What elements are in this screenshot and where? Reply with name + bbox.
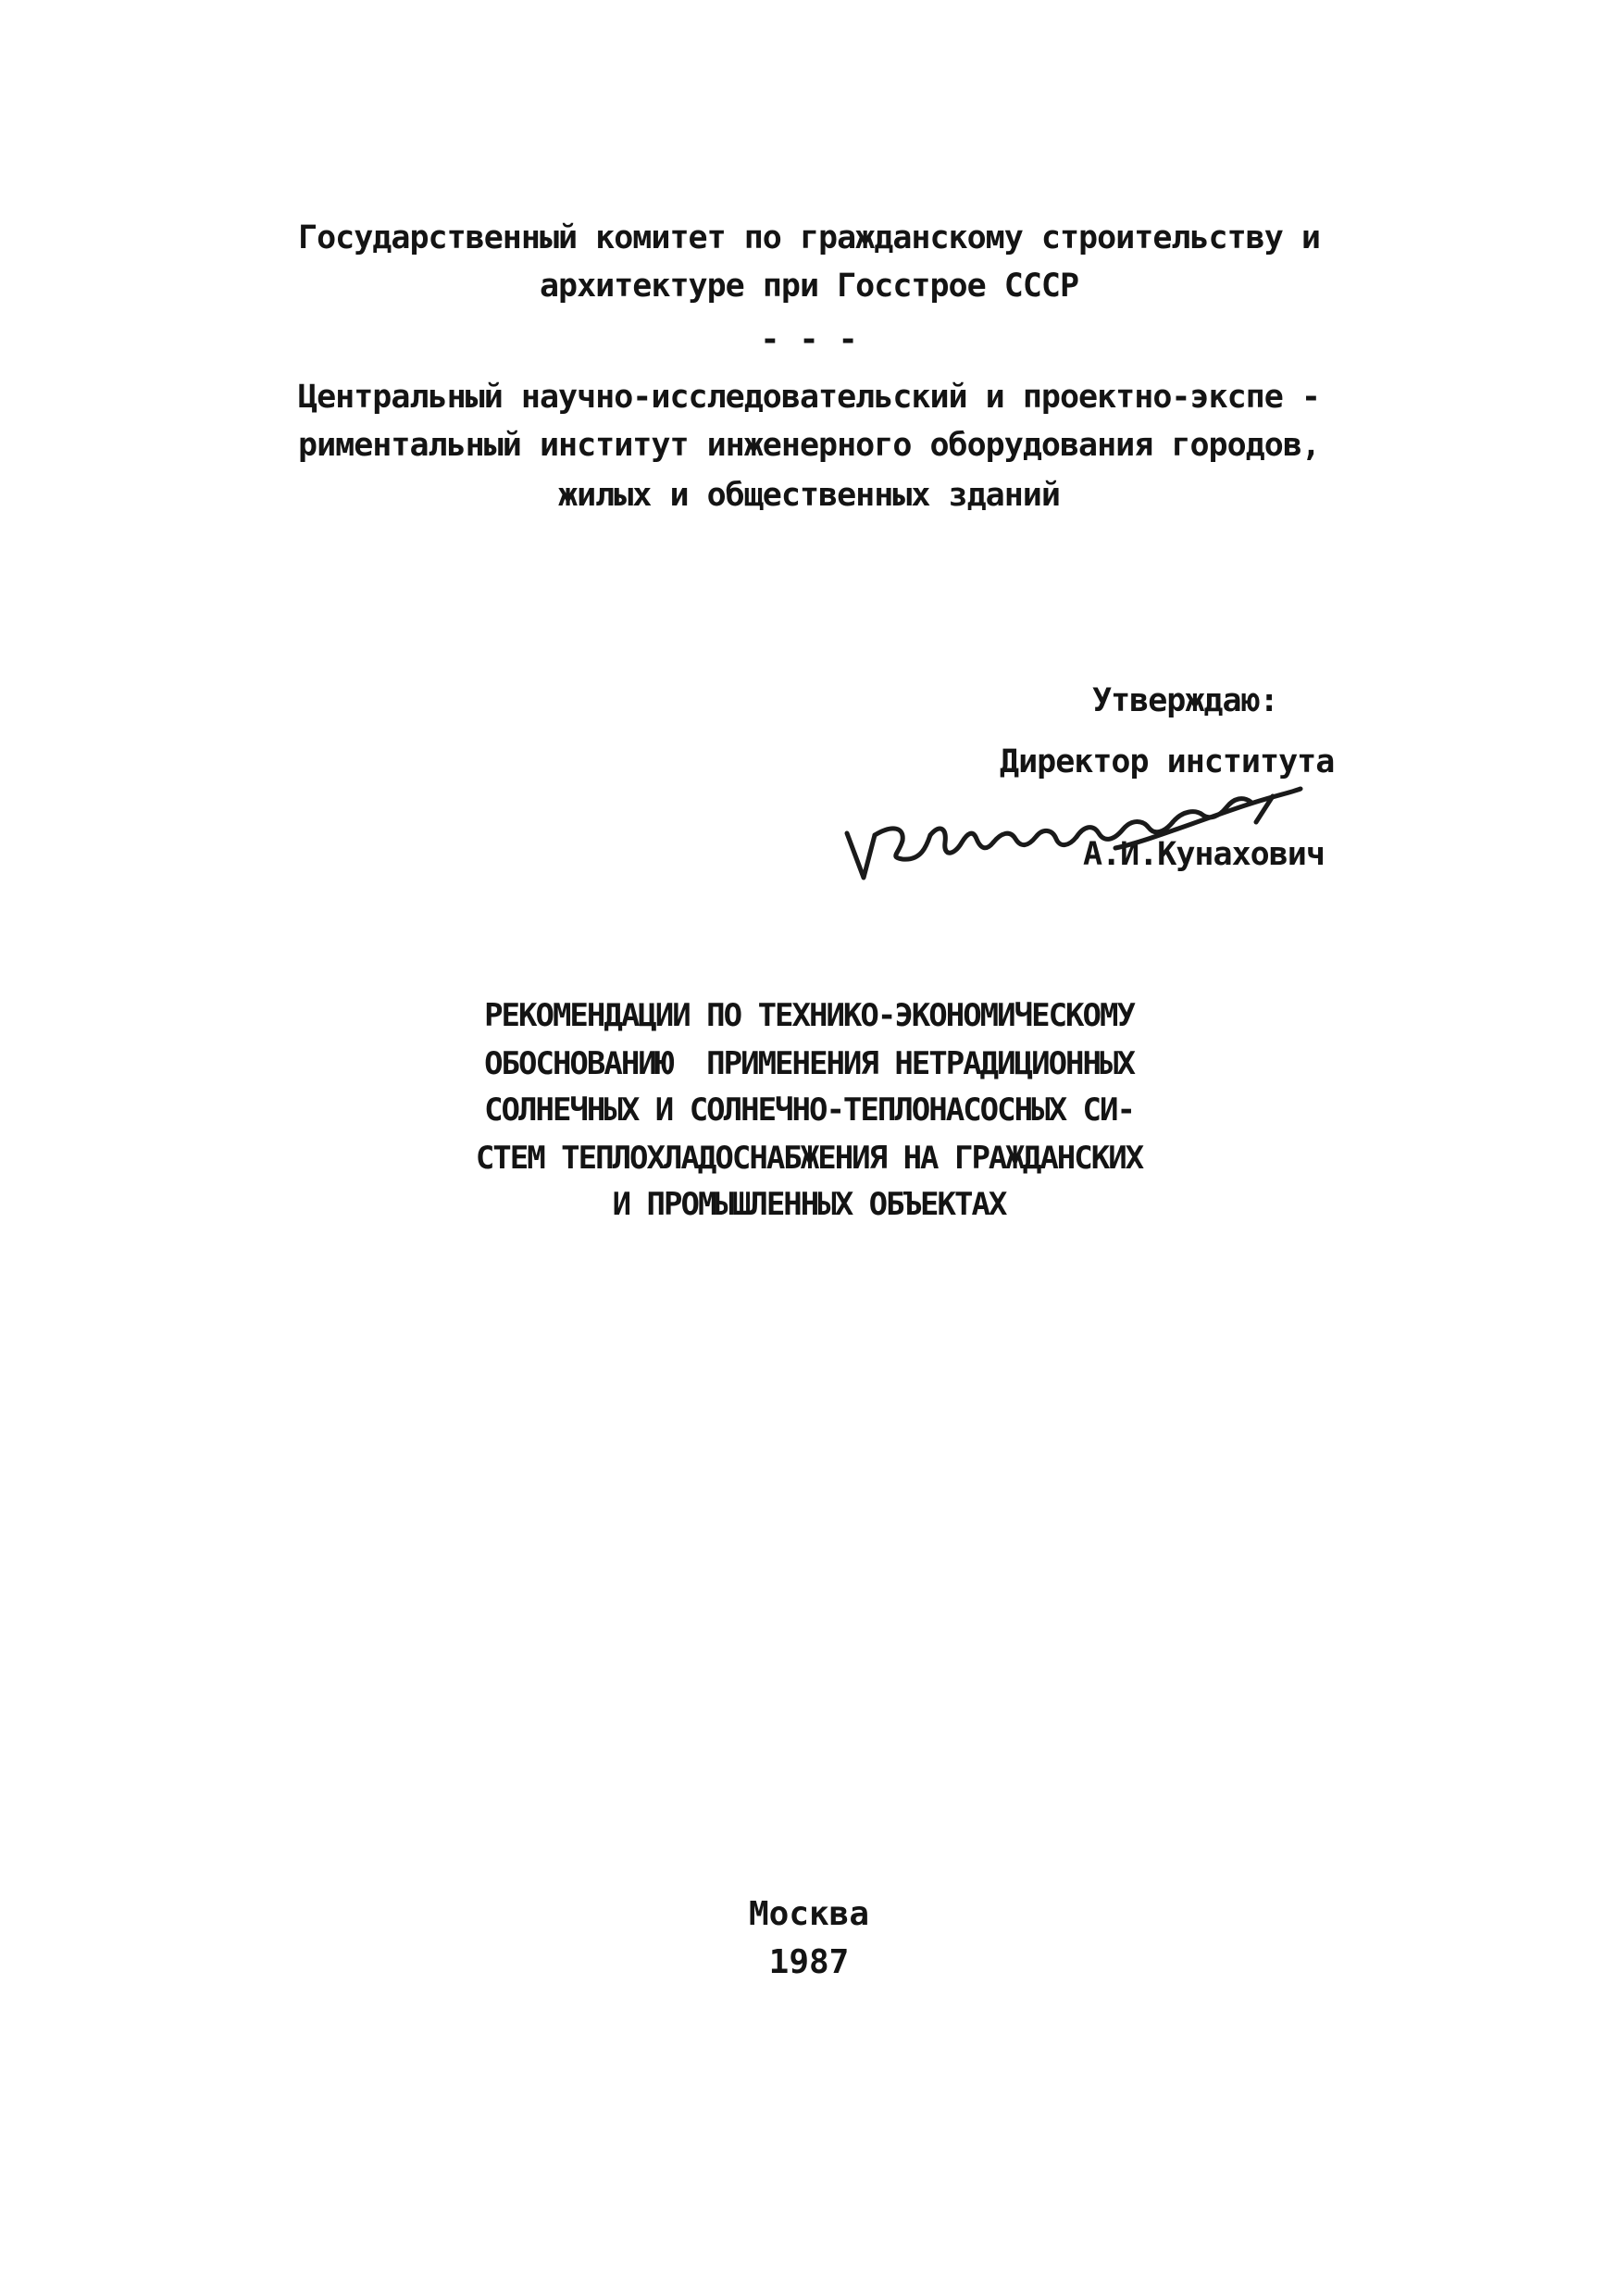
institute-line-3: жилых и общественных зданий [558,477,1060,514]
publication-year: 1987 [768,1943,850,1981]
institute-line-1: Центральный научно-исследовательский и проектно-экспе - [298,379,1320,416]
institute-line-2: риментальный институт инженерного оборудования городов, [298,427,1320,464]
approval-position: Директор института [1000,743,1335,780]
ministry-line-2: архитектуре при Госстрое СССР [539,268,1079,305]
ministry-line-1: Государственный комитет по гражданскому строительству и [298,219,1320,256]
title-line-5: И ПРОМЫШЛЕННЫХ ОБЪЕКТАХ [612,1186,1006,1223]
handwritten-signature [838,768,1310,898]
publication-city: Москва [748,1895,870,1933]
title-line-4: СТЕМ ТЕПЛОХЛАДОСНАБЖЕНИЯ НА ГРАЖДАНСКИХ [475,1140,1143,1177]
title-line-1: РЕКОМЕНДАЦИИ ПО ТЕХНИКО-ЭКОНОМИЧЕСКОМУ [484,997,1134,1034]
approval-name: А.И.Кунахович [1083,836,1325,873]
title-line-2: ОБОСНОВАНИЮ ПРИМЕНЕНИЯ НЕТРАДИЦИОННЫХ [484,1045,1134,1082]
title-line-3: СОЛНЕЧНЫХ И СОЛНЕЧНО-ТЕПЛОНАСОСНЫХ СИ- [484,1092,1134,1129]
approval-label: Утверждаю: [1092,682,1278,719]
header-separator: - - - [760,321,858,358]
